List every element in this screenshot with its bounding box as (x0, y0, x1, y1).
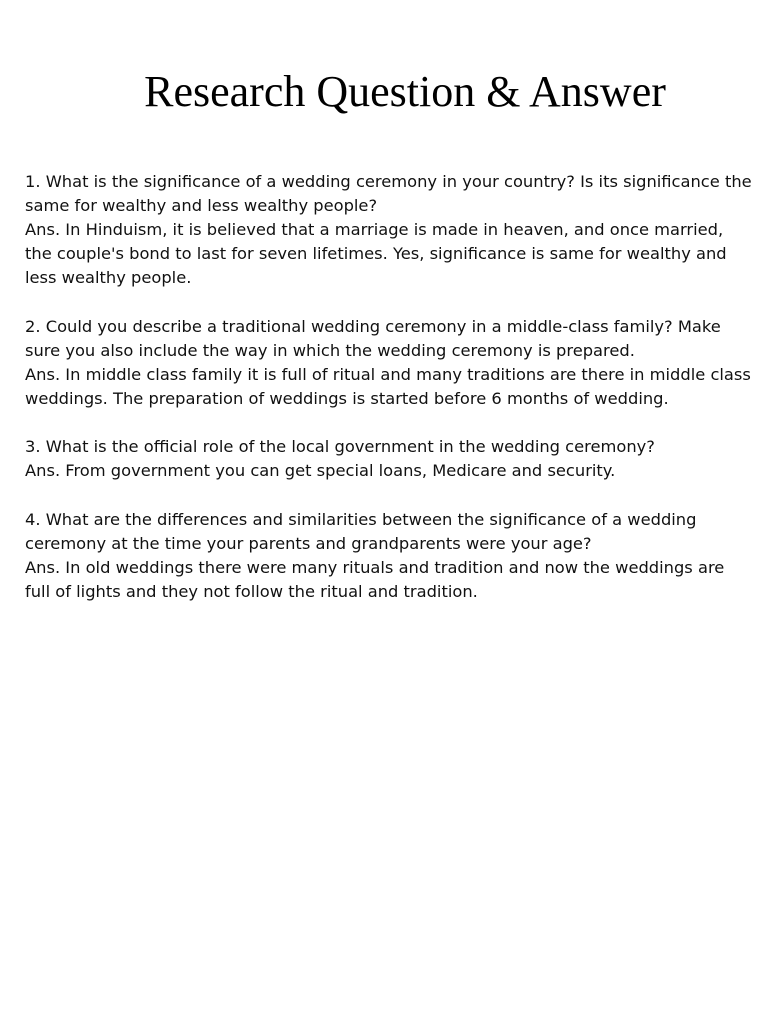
question-text: 3. What is the official role of the local government in the wedding ceremony? (25, 437, 655, 456)
answer-text: Ans. In Hinduism, it is believed that a marriage is made in heaven, and once married, the couple's bond to last for seven lifetimes. Yes, significance is same for wealthy and less wealthy people. (25, 220, 727, 287)
document-title: Research Question & Answer (144, 67, 666, 116)
answer-text: Ans. In middle class family it is full of ritual and many traditions are there in middle class weddings. The preparation of weddings is started before 6 months of wedding. (25, 365, 751, 408)
qa-item (25, 435, 753, 483)
answer-text: Ans. From government you can get special loans, Medicare and security. (25, 461, 616, 480)
question-text: 1. What is the significance of a wedding ceremony in your country? Is its significance the same for wealthy and less wealthy people? (25, 172, 752, 215)
qa-item (25, 315, 753, 411)
qa-item (25, 170, 753, 290)
question-text: 2. Could you describe a traditional wedding ceremony in a middle-class family? Make sure you also include the way in which the wedding ceremony is prepared. (25, 317, 721, 360)
question-text: 4. What are the differences and similarities between the significance of a wedding ceremony at the time your parents and grandparents were your age? (25, 510, 697, 553)
qa-item (25, 508, 753, 604)
answer-text: Ans. In old weddings there were many rituals and tradition and now the weddings are full of lights and they not follow the ritual and tradition. (25, 558, 725, 601)
